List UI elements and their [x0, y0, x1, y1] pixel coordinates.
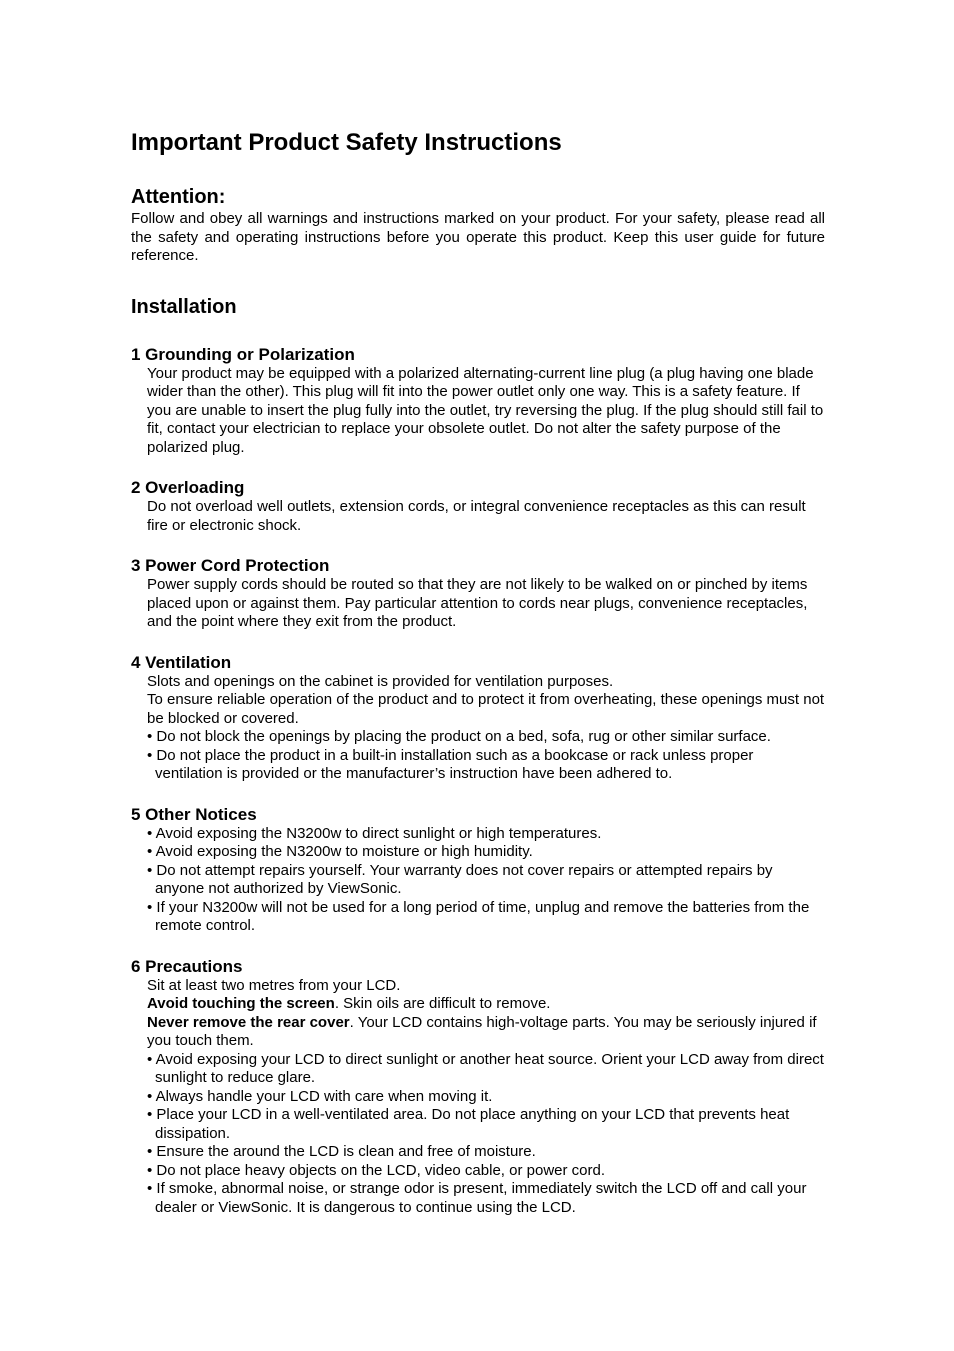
- section-heading: 1 Grounding or Polarization: [131, 344, 355, 364]
- bullet-item: • Place your LCD in a well-ventilated area. Do not place anything on your LCD that prevents heat dissipation.: [147, 1106, 790, 1142]
- bullet-item: • Always handle your LCD with care when moving it.: [147, 1087, 493, 1105]
- section-paragraph: [147, 1014, 825, 1051]
- bullet-item: • Do not attempt repairs yourself. Your warranty does not cover repairs or attempted repairs by anyone not authorized by ViewSonic.: [147, 861, 773, 897]
- document-page: [131, 126, 825, 1217]
- bold-phrase: Avoid touching the screen: [147, 995, 335, 1012]
- bullet-item: • Ensure the around the LCD is clean and free of moisture.: [147, 1143, 536, 1160]
- section-heading: 3 Power Cord Protection: [131, 556, 330, 575]
- section-overloading: [131, 478, 825, 535]
- section-paragraph: [147, 995, 825, 1014]
- section-paragraph: Your product may be equipped with a polarized alternating-current line plug (a plug having one blade wider than the other). This plug will fit into the power outlet only one way. This is a safety feature. If you are unable to insert the plug fully into the outlet, try reversing the plug. If the plug should still fail to fit, contact your electrician to replace your obsolete outlet. Do not alter the safety purpose of the polarized plug.: [147, 364, 824, 456]
- section-paragraph: Sit at least two metres from your LCD.: [147, 976, 401, 994]
- section-heading: 4 Ventilation: [131, 652, 232, 672]
- section-ventilation: [131, 653, 825, 784]
- section-body: [131, 498, 825, 535]
- installation-heading: Installation: [131, 295, 237, 318]
- bullet-item: • If smoke, abnormal noise, or strange odor is present, immediately switch the LCD off and call your dealer or ViewSonic. It is dangerous to continue using the LCD.: [147, 1180, 807, 1216]
- attention-heading: Attention:: [131, 186, 226, 208]
- section-other-notices: [131, 805, 825, 936]
- section-precautions: [131, 957, 825, 1218]
- section-body: [131, 365, 825, 458]
- bullet-item: • Avoid exposing your LCD to direct sunlight or another heat source. Orient your LCD away from direct sunlight to reduce glare.: [147, 1050, 824, 1086]
- section-body: [131, 673, 825, 784]
- section-paragraph: Do not overload well outlets, extension cords, or integral convenience receptacles as this can result fire or electronic shock.: [147, 498, 806, 534]
- section-heading: 5 Other Notices: [131, 804, 257, 824]
- attention-text: Follow and obey all warnings and instructions marked on your product. For your safety, please read all the safety and operating instructions before you operate this product. Keep this user guide for future reference.: [131, 210, 825, 264]
- section-paragraph: Slots and openings on the cabinet is provided for ventilation purposes.: [147, 672, 614, 690]
- section-body: [131, 977, 825, 1218]
- section-paragraph: Power supply cords should be routed so that they are not likely to be walked on or pinched by items placed upon or against them. Pay particular attention to cords near plugs, convenience receptacles, and the point where they exit from the product.: [147, 576, 808, 630]
- bold-phrase: Never remove the rear cover: [147, 1013, 350, 1031]
- section-body: [131, 825, 825, 936]
- section-heading: 2 Overloading: [131, 478, 245, 497]
- paragraph-text: . Your LCD contains high-voltage parts. You may be seriously injured if you touch them.: [147, 1013, 817, 1049]
- bullet-item: • Avoid exposing the N3200w to direct sunlight or high temperatures.: [147, 824, 602, 842]
- bullet-item: • Avoid exposing the N3200w to moisture or high humidity.: [147, 843, 533, 860]
- bullet-item: • If your N3200w will not be used for a long period of time, unplug and remove the batteries from the remote control.: [147, 898, 810, 934]
- bullet-item: • Do not block the openings by placing the product on a bed, sofa, rug or other similar surface.: [147, 728, 771, 745]
- bullet-item: • Do not place heavy objects on the LCD, video cable, or power cord.: [147, 1161, 606, 1179]
- bullet-item: • Do not place the product in a built-in installation such as a bookcase or rack unless proper ventilation is provided or the manufacturer’s instruction have been adhered to.: [147, 746, 754, 782]
- section-grounding: [131, 345, 825, 458]
- section-power-cord-protection: [131, 556, 825, 632]
- section-heading: 6 Precautions: [131, 956, 243, 976]
- paragraph-text: . Skin oils are difficult to remove.: [334, 995, 551, 1012]
- section-paragraph: To ensure reliable operation of the product and to protect it from overheating, these openings must not be blocked or covered.: [147, 691, 825, 727]
- page-title: Important Product Safety Instructions: [131, 129, 562, 156]
- section-body: [131, 576, 825, 632]
